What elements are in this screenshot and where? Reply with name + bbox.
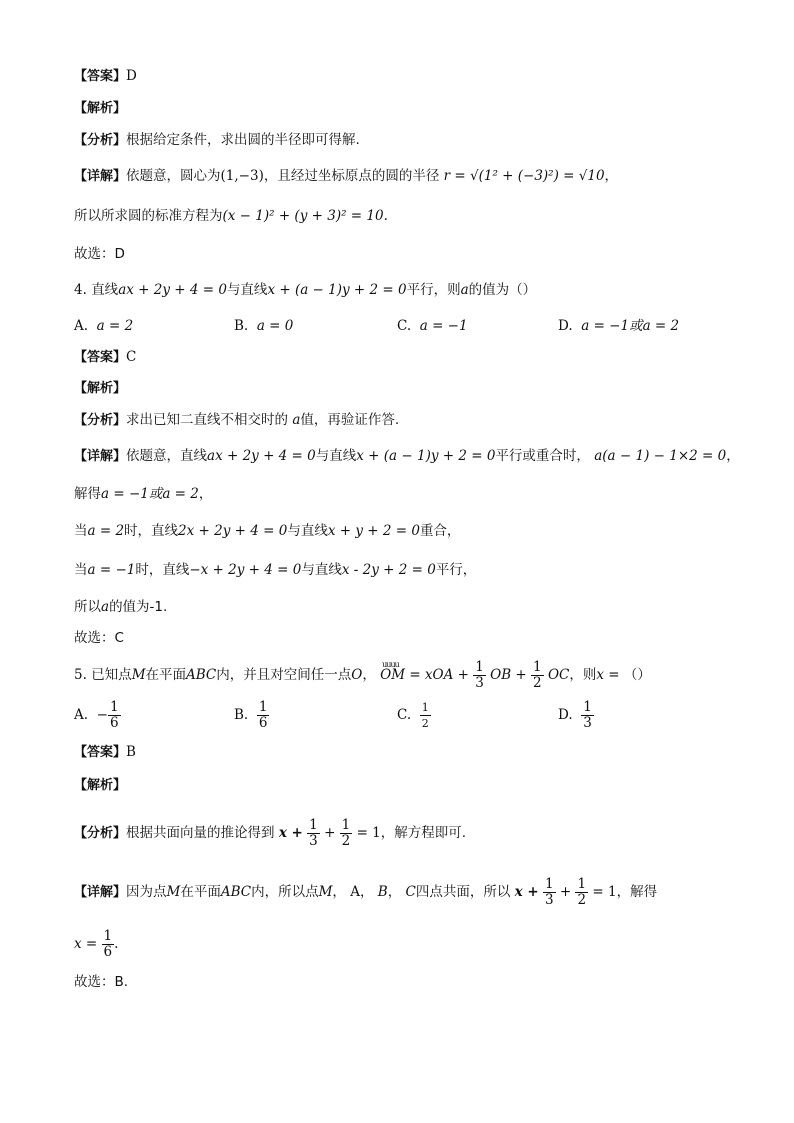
- q5-d-eq: = 1: [592, 884, 617, 900]
- q5-d-frac-2: [575, 877, 588, 908]
- q5-option-b: [234, 700, 269, 731]
- q5-option-a-sign: −: [96, 707, 108, 723]
- q5-d-1: 因为点: [126, 884, 167, 900]
- q5-d-frac-1: [543, 877, 556, 908]
- q5-stem-1: 已知点: [91, 667, 132, 683]
- q5-fenxi-line: 【分析】根据共面向量的推论得到 x + $\frac{1}{3}$ + $\frac{1}{2}$ = 1，解方程即可.: [74, 817, 467, 849]
- q5-stem-6: （）: [623, 667, 651, 683]
- analysis-tag: 【解析】: [74, 778, 127, 793]
- q4-d3-l2: x + y + 2 = 0: [327, 523, 420, 539]
- q4-option-b: [234, 316, 293, 336]
- q5-d-8: ，解得: [616, 884, 658, 900]
- q5-d-frac-2-num: 1: [577, 876, 587, 892]
- q5-stem: [74, 660, 651, 690]
- analysis-tag: 【解析】: [74, 101, 127, 116]
- q5-x-eq: x =: [596, 667, 624, 683]
- q5-point-o: O: [351, 667, 363, 683]
- q5-vec-end: OC: [547, 667, 570, 683]
- q5-answer: B: [126, 744, 136, 760]
- q5-fenxi-frac-2-den: 2: [341, 833, 351, 849]
- q5-vec-frac-1-num: 1: [475, 659, 484, 675]
- q5-d-3: 内，所以点: [251, 884, 319, 900]
- q4-detail-line-5: [74, 597, 167, 617]
- q5-option-c: [397, 700, 431, 731]
- q4-d3-3: 与直线: [287, 523, 328, 539]
- q5-fenxi-frac-1-num: 1: [309, 817, 318, 833]
- q4-option-c-label: C.: [397, 318, 412, 334]
- q5-answer-line: [74, 742, 136, 763]
- q5-d-frac-2-den: 2: [577, 892, 587, 908]
- q5-vec-frac-1-den: 3: [475, 675, 484, 691]
- q4-d5-2: 的值为-1.: [109, 599, 168, 615]
- q4-analysis-line: [74, 378, 126, 399]
- q5-d-2: 在平面: [180, 884, 221, 900]
- q5-vec-mid: OB +: [490, 667, 527, 683]
- xiangjie-tag: 【详解】: [74, 449, 127, 464]
- q3-answer-line: [74, 66, 137, 87]
- q5-option-c-frac: [420, 700, 431, 731]
- q5-option-d-num: 1: [583, 699, 592, 715]
- q5-sol-num: 1: [103, 928, 113, 944]
- answer-tag: 【答案】: [74, 745, 127, 760]
- q4-option-a-value: a = 2: [96, 318, 134, 334]
- q4-choose-line: [74, 628, 124, 648]
- q4-d4-1: 当: [74, 562, 88, 578]
- q3-choose: 故选：D: [74, 246, 125, 262]
- q4-d2-sol: a = −1或a = 2: [101, 486, 199, 502]
- q4-d4-4: 平行，: [435, 562, 477, 578]
- q5-d-point-a: A: [350, 884, 360, 900]
- q4-d2-2: ，: [198, 486, 213, 502]
- q5-vector-equation: [380, 660, 569, 691]
- q3-detail-text-2: ，且经过坐标原点的圆的半径: [263, 168, 440, 184]
- q5-d-x: x +: [514, 884, 539, 900]
- q5-vec-left: OM = xOA +: [380, 667, 469, 683]
- q3-fenxi-line: [74, 130, 360, 151]
- q4-stem: [74, 280, 536, 300]
- q4-option-d-value: a = −1或a = 2: [581, 318, 680, 334]
- q3-answer: D: [126, 68, 137, 84]
- q3-equation-line: [74, 206, 388, 226]
- q4-fenxi-2: 值，再验证作答.: [300, 412, 400, 428]
- q5-option-b-den: 6: [258, 715, 268, 731]
- q5-point-m: M: [131, 667, 146, 683]
- q5-fenxi-2: ，解方程即可.: [380, 825, 467, 841]
- q5-option-b-num: 1: [258, 699, 268, 715]
- q3-eq-lead: 所以所求圆的标准方程为: [74, 208, 223, 224]
- q4-detail-line-2: [74, 484, 212, 504]
- q3-eq-end: .: [383, 208, 388, 224]
- q5-d-point-b: B: [377, 884, 388, 900]
- q5-stem-5: ，则: [569, 667, 597, 683]
- q4-stem-1: 直线: [91, 282, 119, 298]
- q3-radius-formula: r = √(1² + (−3)²) = √10: [443, 168, 605, 184]
- q4-option-c: [397, 316, 468, 336]
- q4-d3-2: 时，直线: [124, 523, 179, 539]
- q5-sol-den: 6: [103, 944, 113, 960]
- q3-detail-line: [74, 166, 618, 187]
- q4-d1-cond: a(a − 1) − 1×2 = 0: [594, 448, 727, 464]
- q5-d-frac-1-den: 3: [544, 892, 554, 908]
- q4-detail-line-1: [74, 446, 740, 467]
- xiangjie-tag: 【详解】: [74, 169, 127, 184]
- q4-d2-1: 解得: [74, 486, 101, 502]
- q4-d1-line1: ax + 2y + 4 = 0: [207, 448, 316, 464]
- q5-option-d-label: D.: [558, 707, 573, 723]
- q5-fenxi-frac-1-den: 3: [309, 833, 318, 849]
- analysis-tag: 【解析】: [74, 381, 127, 396]
- q4-option-b-label: B.: [234, 318, 249, 334]
- q3-detail-text-3: ，: [604, 168, 619, 184]
- q5-option-d-frac: [581, 700, 594, 731]
- answer-tag: 【答案】: [74, 350, 127, 365]
- q4-d5-1: 所以: [74, 599, 101, 615]
- q5-stem-2: 在平面: [145, 667, 187, 683]
- q4-answer-line: [74, 347, 136, 368]
- q5-fenxi-frac-2: [340, 818, 353, 849]
- q4-d3-a: a = 2: [87, 523, 125, 539]
- q4-d1-1: 依题意，直线: [126, 448, 208, 464]
- q3-analysis-line: [74, 98, 126, 119]
- q5-fenxi-frac-1: [307, 818, 320, 849]
- q4-fenxi-1: 求出已知二直线不相交时的: [126, 412, 289, 428]
- q4-detail-line-4: [74, 560, 476, 580]
- q3-equation: (x − 1)² + (y + 3)² = 10: [222, 208, 384, 224]
- q4-d3-1: 当: [74, 523, 88, 539]
- q5-option-a-den: 6: [109, 715, 119, 731]
- q4-d1-3: ，: [726, 448, 740, 464]
- q5-analysis-line: [74, 775, 126, 796]
- q4-line1: ax + 2y + 4 = 0: [118, 282, 227, 298]
- q5-fenxi-eq: = 1: [356, 825, 381, 841]
- q4-d4-a: a = −1: [87, 562, 136, 578]
- q4-d3-4: 重合，: [419, 523, 461, 539]
- q5-option-c-num: 1: [421, 701, 429, 714]
- q5-option-a-num: 1: [109, 699, 119, 715]
- fenxi-tag: 【分析】: [74, 826, 127, 841]
- q4-answer: C: [126, 349, 137, 365]
- q4-d1-with: 与直线: [315, 448, 357, 464]
- q5-option-a: [74, 700, 121, 731]
- q4-d1-2: 平行或重合时，: [495, 448, 590, 464]
- q5-number: 5.: [74, 667, 87, 683]
- q4-number: 4.: [74, 282, 87, 298]
- q4-d4-l1: −x + 2y + 4 = 0: [189, 562, 302, 578]
- q5-solution-line: [74, 926, 118, 962]
- q5-option-d: [558, 700, 594, 731]
- q5-sol-x: x =: [74, 936, 98, 952]
- q5-detail-line-1: 【详解】因为点M在平面ABC内，所以点M， A， B， C四点共面，所以 x + $\frac{1}{3}$ + $\frac{1}{2}$ = 1，解得: [74, 876, 658, 908]
- q5-d-7: 四点共面，所以: [415, 884, 511, 900]
- q3-center: (1,−3): [220, 168, 264, 184]
- q4-fenxi-var-a: a: [292, 412, 301, 428]
- q4-d1-line2: x + (a − 1)y + 2 = 0: [356, 448, 496, 464]
- q4-stem-3: 平行，则: [406, 282, 461, 298]
- q5-d-point-m-2: M: [318, 884, 333, 900]
- q5-vec-arrow-om: uuuu: [382, 660, 399, 669]
- q5-sol-end: .: [114, 936, 119, 952]
- answer-tag: 【答案】: [74, 69, 127, 84]
- q5-sol-frac: [102, 929, 115, 960]
- q4-detail-line-3: [74, 521, 460, 541]
- q4-option-d: [558, 316, 679, 336]
- q4-line2: x + (a − 1)y + 2 = 0: [267, 282, 407, 298]
- q4-fenxi-line: [74, 410, 399, 431]
- q5-fenxi-frac-2-num: 1: [341, 817, 351, 833]
- q4-stem-2: 与直线: [226, 282, 268, 298]
- q5-plane-abc: ABC: [186, 667, 217, 683]
- q5-vec-frac-1: [473, 660, 486, 691]
- q5-option-a-frac: [108, 700, 121, 731]
- q5-d-point-m: M: [166, 884, 181, 900]
- q4-choose: 故选：C: [74, 630, 124, 646]
- q5-option-b-frac: [257, 700, 270, 731]
- q5-option-c-label: C.: [397, 707, 412, 723]
- q5-vec-frac-2-den: 2: [533, 675, 542, 691]
- q4-d4-2: 时，直线: [135, 562, 190, 578]
- q5-fenxi-x: x +: [278, 825, 303, 841]
- q5-vec-frac-2-num: 1: [533, 659, 542, 675]
- q5-option-b-label: B.: [234, 707, 249, 723]
- q5-option-a-label: A.: [74, 707, 89, 723]
- q4-d3-l1: 2x + 2y + 4 = 0: [178, 523, 288, 539]
- q4-d4-3: 与直线: [301, 562, 342, 578]
- q4-option-a: [74, 316, 133, 336]
- q3-fenxi-text: 根据给定条件，求出圆的半径即可得解.: [126, 132, 360, 148]
- q5-stem-3: 内，并且对空间任一点: [216, 667, 352, 683]
- q4-option-d-label: D.: [558, 318, 573, 334]
- q5-d-frac-1-num: 1: [544, 876, 554, 892]
- q4-option-c-value: a = −1: [419, 318, 468, 334]
- q5-choose: 故选：B.: [74, 974, 129, 990]
- q5-vec-frac-2: [531, 660, 544, 691]
- xiangjie-tag: 【详解】: [74, 885, 127, 900]
- q3-choose-line: [74, 244, 125, 264]
- q4-var-a: a: [460, 282, 469, 298]
- q5-d-4: ，: [332, 884, 346, 900]
- q4-stem-4: 的值为（）: [468, 282, 537, 298]
- q5-option-c-den: 2: [421, 717, 429, 730]
- q5-d-5: ，: [359, 884, 374, 900]
- q4-option-a-label: A.: [74, 318, 89, 334]
- q3-detail-text-1: 依题意，圆心为: [126, 168, 221, 184]
- q5-fenxi-1: 根据共面向量的推论得到: [126, 825, 275, 841]
- q4-d4-l2: x - 2y + 2 = 0: [341, 562, 436, 578]
- q5-option-d-den: 3: [583, 715, 592, 731]
- fenxi-tag: 【分析】: [74, 413, 127, 428]
- q4-option-b-value: a = 0: [256, 318, 294, 334]
- q5-d-point-c: C: [405, 884, 416, 900]
- fenxi-tag: 【分析】: [74, 133, 127, 148]
- q5-choose-line: [74, 972, 128, 992]
- q5-stem-4: ，: [362, 667, 376, 683]
- q5-d-6: ，: [387, 884, 402, 900]
- q4-d5-var-a: a: [101, 599, 110, 615]
- q5-d-plane-abc: ABC: [220, 884, 252, 900]
